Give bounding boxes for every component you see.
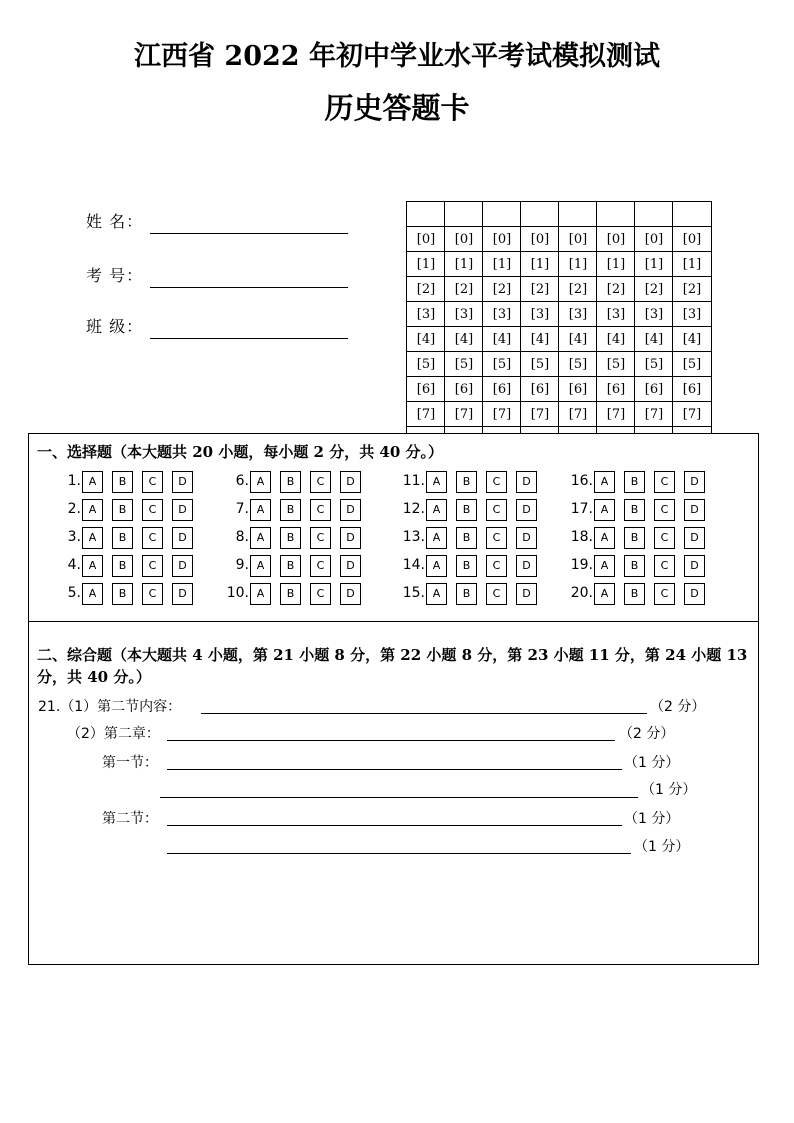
id-write-box[interactable] — [673, 201, 711, 227]
q21-2-score: （2 分） — [619, 726, 675, 742]
option-bubble[interactable]: C — [142, 499, 163, 521]
id-digit-bubble[interactable]: [7] — [483, 402, 521, 427]
question-number: 3. — [67, 529, 81, 545]
option-bubble[interactable]: D — [172, 583, 193, 605]
option-bubble[interactable]: D — [340, 471, 361, 493]
class-row — [86, 313, 356, 339]
option-bubble[interactable]: B — [456, 499, 477, 521]
id-digit-bubble[interactable]: [2] — [597, 277, 635, 302]
option-bubble[interactable]: D — [340, 527, 361, 549]
id-digit-bubble[interactable]: [2] — [407, 277, 445, 302]
id-digit-bubble[interactable]: [7] — [597, 402, 635, 427]
question-number: 10. — [226, 585, 249, 601]
section-two-score-b: （1 分） — [634, 839, 690, 855]
id-digit-bubble[interactable]: [4] — [521, 327, 559, 352]
id-digit-bubble[interactable]: [4] — [673, 327, 711, 352]
option-bubble[interactable]: A — [82, 527, 103, 549]
option-bubble[interactable]: C — [142, 471, 163, 493]
id-write-box[interactable] — [521, 201, 559, 227]
id-digit-bubble[interactable]: [0] — [407, 227, 445, 252]
option-bubble[interactable]: A — [594, 555, 615, 577]
id-digit-bubble[interactable]: [3] — [635, 302, 673, 327]
question-number: 2. — [67, 501, 81, 517]
id-digit-bubble[interactable]: [7] — [445, 402, 483, 427]
option-bubble[interactable]: B — [456, 527, 477, 549]
question-number: 1. — [67, 473, 81, 489]
id-digit-bubble[interactable]: [7] — [673, 402, 711, 427]
option-bubble[interactable]: C — [486, 583, 507, 605]
option-bubble[interactable]: A — [250, 471, 271, 493]
exam-title: 江西省 2022 年初中学业水平考试模拟测试 — [134, 41, 660, 72]
question-number: 16. — [570, 473, 593, 489]
option-bubble[interactable]: D — [172, 555, 193, 577]
option-bubble[interactable]: C — [486, 471, 507, 493]
id-digit-bubble[interactable]: [0] — [673, 227, 711, 252]
question-number: 11. — [402, 473, 425, 489]
id-digit-bubble[interactable]: [0] — [521, 227, 559, 252]
id-digit-bubble[interactable]: [2] — [445, 277, 483, 302]
option-bubble[interactable]: C — [654, 583, 675, 605]
id-write-box[interactable] — [407, 201, 445, 227]
option-bubble[interactable]: B — [456, 471, 477, 493]
question-number: 12. — [402, 501, 425, 517]
question-number: 13. — [402, 529, 425, 545]
section-one-score-a: （1 分） — [624, 755, 680, 771]
id-digit-bubble[interactable]: [1] — [559, 252, 597, 277]
option-bubble[interactable]: B — [456, 555, 477, 577]
id-digit-bubble[interactable]: [6] — [559, 377, 597, 402]
id-digit-bubble[interactable]: [4] — [559, 327, 597, 352]
id-digit-bubble[interactable]: [4] — [445, 327, 483, 352]
id-digit-bubble[interactable]: [6] — [635, 377, 673, 402]
option-bubble[interactable]: D — [340, 583, 361, 605]
option-bubble[interactable]: C — [142, 583, 163, 605]
id-digit-bubble[interactable]: [1] — [407, 252, 445, 277]
section-two-score-a: （1 分） — [624, 811, 680, 827]
question-number: 14. — [402, 557, 425, 573]
id-digit-bubble[interactable]: [1] — [635, 252, 673, 277]
option-bubble[interactable]: A — [426, 583, 447, 605]
class-field[interactable] — [150, 338, 348, 339]
id-write-box[interactable] — [597, 201, 635, 227]
id-digit-bubble[interactable]: [5] — [673, 352, 711, 377]
id-digit-bubble[interactable]: [2] — [559, 277, 597, 302]
question-number: 9. — [235, 557, 249, 573]
exam-number-label: 考 号： — [86, 266, 144, 285]
id-digit-bubble[interactable]: [0] — [559, 227, 597, 252]
option-bubble[interactable]: D — [684, 499, 705, 521]
option-bubble[interactable]: C — [486, 499, 507, 521]
option-bubble[interactable]: D — [684, 471, 705, 493]
id-digit-bubble[interactable]: [3] — [559, 302, 597, 327]
option-bubble[interactable]: A — [82, 499, 103, 521]
question-number: 18. — [570, 529, 593, 545]
option-bubble[interactable]: A — [426, 527, 447, 549]
q21-1-score: （2 分） — [650, 699, 706, 715]
id-digit-bubble[interactable]: [0] — [597, 227, 635, 252]
id-digit-bubble[interactable]: [6] — [673, 377, 711, 402]
option-bubble[interactable]: D — [684, 527, 705, 549]
exam-number-field[interactable] — [150, 287, 348, 288]
question-number: 7. — [235, 501, 249, 517]
id-digit-bubble[interactable]: [1] — [483, 252, 521, 277]
id-digit-bubble[interactable]: [1] — [597, 252, 635, 277]
section-one-label: 第一节： — [102, 755, 158, 771]
id-write-box[interactable] — [635, 201, 673, 227]
option-bubble[interactable]: B — [112, 499, 133, 521]
option-bubble[interactable]: D — [340, 555, 361, 577]
id-digit-bubble[interactable]: [4] — [407, 327, 445, 352]
id-digit-bubble[interactable]: [5] — [445, 352, 483, 377]
option-bubble[interactable]: B — [112, 583, 133, 605]
q21-1-label: 21.（1）第二节内容： — [38, 699, 182, 715]
option-bubble[interactable]: B — [624, 471, 645, 493]
option-bubble[interactable]: C — [310, 527, 331, 549]
choice-section — [28, 433, 759, 623]
question-number: 4. — [67, 557, 81, 573]
option-bubble[interactable]: D — [684, 555, 705, 577]
id-digit-bubble[interactable]: [7] — [635, 402, 673, 427]
option-bubble[interactable]: A — [594, 471, 615, 493]
id-write-box[interactable] — [445, 201, 483, 227]
id-write-box[interactable] — [483, 201, 521, 227]
id-digit-bubble[interactable]: [6] — [483, 377, 521, 402]
option-bubble[interactable]: C — [654, 471, 675, 493]
option-bubble[interactable]: A — [594, 527, 615, 549]
option-bubble[interactable]: A — [594, 583, 615, 605]
choice-section-title: 一、选择题（本大题共 20 小题，每小题 2 分，共 40 分。） — [37, 443, 444, 461]
option-bubble[interactable]: B — [112, 527, 133, 549]
option-bubble[interactable]: D — [172, 471, 193, 493]
id-digit-bubble[interactable]: [3] — [673, 302, 711, 327]
section-two-answer-line-a[interactable] — [167, 825, 622, 826]
id-digit-bubble[interactable]: [4] — [597, 327, 635, 352]
option-bubble[interactable]: C — [142, 555, 163, 577]
question-number: 20. — [570, 585, 593, 601]
id-digit-bubble[interactable]: [2] — [635, 277, 673, 302]
option-bubble[interactable]: B — [456, 583, 477, 605]
option-bubble[interactable]: B — [280, 583, 301, 605]
id-digit-bubble[interactable]: [2] — [673, 277, 711, 302]
id-digit-bubble[interactable]: [5] — [407, 352, 445, 377]
option-bubble[interactable]: D — [172, 527, 193, 549]
answer-sheet-title: 历史答题卡 — [324, 91, 470, 125]
id-digit-bubble[interactable]: [7] — [521, 402, 559, 427]
id-digit-bubble[interactable]: [5] — [597, 352, 635, 377]
option-bubble[interactable]: C — [310, 583, 331, 605]
option-bubble[interactable]: A — [82, 555, 103, 577]
option-bubble[interactable]: B — [624, 583, 645, 605]
option-bubble[interactable]: B — [624, 555, 645, 577]
option-bubble[interactable]: D — [516, 499, 537, 521]
section-two-label: 第二节： — [102, 811, 158, 827]
option-bubble[interactable]: A — [250, 555, 271, 577]
id-digit-bubble[interactable]: [2] — [521, 277, 559, 302]
section-two-answer-line-b[interactable] — [167, 853, 631, 854]
option-bubble[interactable]: A — [426, 471, 447, 493]
id-digit-bubble[interactable]: [1] — [673, 252, 711, 277]
id-digit-bubble[interactable]: [5] — [559, 352, 597, 377]
id-write-box[interactable] — [559, 201, 597, 227]
option-bubble[interactable]: B — [112, 471, 133, 493]
option-bubble[interactable]: C — [310, 555, 331, 577]
option-bubble[interactable]: B — [624, 527, 645, 549]
option-bubble[interactable]: A — [250, 527, 271, 549]
option-bubble[interactable]: B — [624, 499, 645, 521]
id-digit-bubble[interactable]: [3] — [483, 302, 521, 327]
id-digit-bubble[interactable]: [0] — [483, 227, 521, 252]
option-bubble[interactable]: C — [654, 527, 675, 549]
q21-1-answer-line[interactable] — [201, 713, 647, 714]
class-label: 班 级： — [86, 317, 144, 336]
id-digit-bubble[interactable]: [0] — [635, 227, 673, 252]
section-one-score-b: （1 分） — [641, 782, 697, 798]
option-bubble[interactable]: A — [82, 583, 103, 605]
q21-2-answer-line[interactable] — [167, 740, 615, 741]
id-digit-bubble[interactable]: [5] — [635, 352, 673, 377]
option-bubble[interactable]: A — [82, 471, 103, 493]
option-bubble[interactable]: C — [486, 555, 507, 577]
id-digit-bubble[interactable]: [3] — [521, 302, 559, 327]
id-digit-bubble[interactable]: [6] — [445, 377, 483, 402]
option-bubble[interactable]: B — [280, 499, 301, 521]
option-bubble[interactable]: C — [654, 499, 675, 521]
option-bubble[interactable]: D — [516, 527, 537, 549]
option-bubble[interactable]: D — [516, 471, 537, 493]
option-bubble[interactable]: D — [172, 499, 193, 521]
question-number: 19. — [570, 557, 593, 573]
question-number: 5. — [67, 585, 81, 601]
id-digit-bubble[interactable]: [6] — [521, 377, 559, 402]
id-digit-bubble[interactable]: [3] — [597, 302, 635, 327]
id-digit-bubble[interactable]: [2] — [483, 277, 521, 302]
id-digit-bubble[interactable]: [1] — [521, 252, 559, 277]
option-bubble[interactable]: D — [516, 555, 537, 577]
name-row — [86, 208, 356, 234]
id-digit-bubble[interactable]: [5] — [521, 352, 559, 377]
id-digit-bubble[interactable]: [7] — [559, 402, 597, 427]
option-bubble[interactable]: D — [516, 583, 537, 605]
comprehensive-section-title: 二、综合题（本大题共 4 小题，第 21 小题 8 分，第 22 小题 8 分，第 23 小题 11 分，第 24 小题 13 分，共 40 分。） — [37, 646, 748, 686]
question-number: 8. — [235, 529, 249, 545]
option-bubble[interactable]: B — [280, 527, 301, 549]
option-bubble[interactable]: A — [426, 555, 447, 577]
option-bubble[interactable]: B — [280, 555, 301, 577]
section-one-answer-line-b[interactable] — [160, 797, 638, 798]
option-bubble[interactable]: D — [684, 583, 705, 605]
id-digit-bubble[interactable]: [7] — [407, 402, 445, 427]
option-bubble[interactable]: C — [142, 527, 163, 549]
exam-number-row — [86, 262, 356, 288]
exam-id-grid — [406, 201, 708, 431]
id-digit-bubble[interactable]: [5] — [483, 352, 521, 377]
id-digit-bubble[interactable]: [0] — [445, 227, 483, 252]
option-bubble[interactable]: C — [654, 555, 675, 577]
question-number: 6. — [235, 473, 249, 489]
option-bubble[interactable]: C — [310, 499, 331, 521]
comprehensive-section — [28, 621, 759, 965]
id-digit-bubble[interactable]: [4] — [635, 327, 673, 352]
option-bubble[interactable]: A — [250, 583, 271, 605]
id-digit-bubble[interactable]: [1] — [445, 252, 483, 277]
id-digit-bubble[interactable]: [3] — [407, 302, 445, 327]
id-digit-bubble[interactable]: [6] — [407, 377, 445, 402]
question-number: 15. — [402, 585, 425, 601]
q21-2-label: （2）第二章： — [67, 726, 160, 742]
option-bubble[interactable]: A — [426, 499, 447, 521]
id-digit-bubble[interactable]: [4] — [483, 327, 521, 352]
name-field[interactable] — [150, 233, 348, 234]
option-bubble[interactable]: B — [112, 555, 133, 577]
option-bubble[interactable]: C — [310, 471, 331, 493]
section-one-answer-line-a[interactable] — [167, 769, 622, 770]
id-digit-bubble[interactable]: [6] — [597, 377, 635, 402]
question-number: 17. — [570, 501, 593, 517]
option-bubble[interactable]: A — [594, 499, 615, 521]
name-label: 姓 名： — [86, 212, 144, 231]
id-digit-bubble[interactable]: [3] — [445, 302, 483, 327]
option-bubble[interactable]: D — [340, 499, 361, 521]
option-bubble[interactable]: C — [486, 527, 507, 549]
option-bubble[interactable]: B — [280, 471, 301, 493]
option-bubble[interactable]: A — [250, 499, 271, 521]
